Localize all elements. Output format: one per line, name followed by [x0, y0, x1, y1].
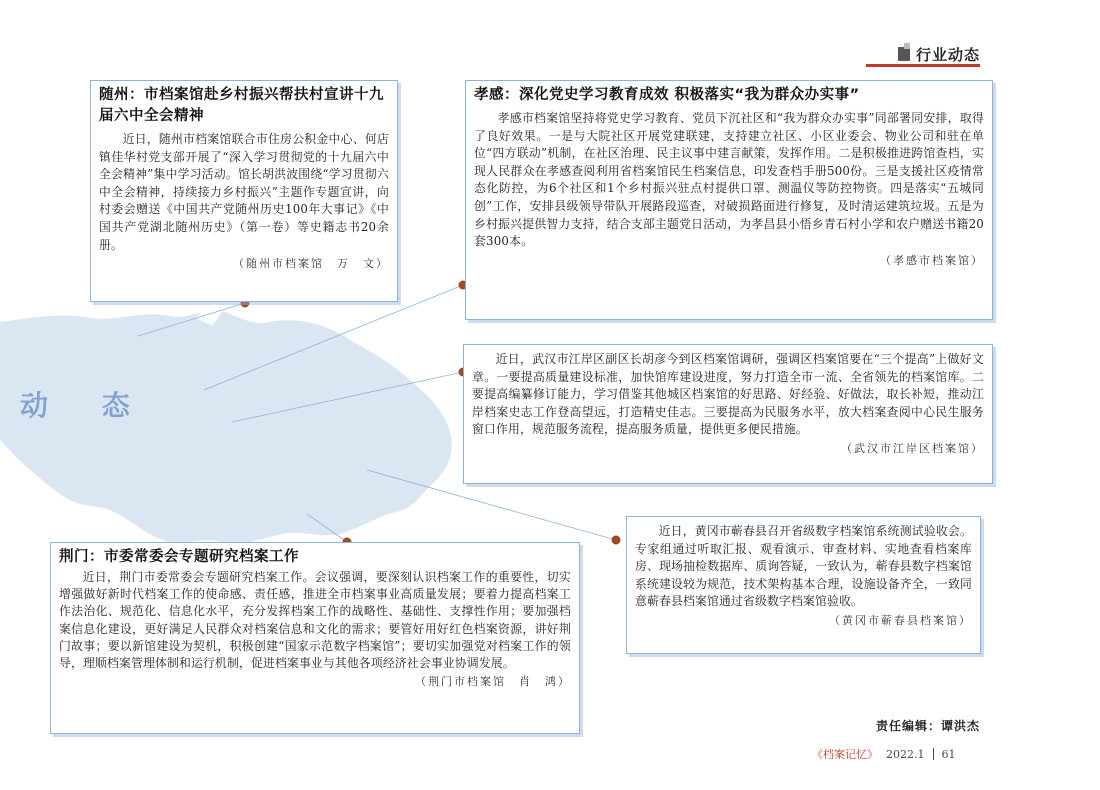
section-header	[898, 44, 980, 64]
article-source: （荆门市档案馆 肖 鸿）	[415, 675, 571, 689]
article-body: 近日，荆门市委常委会专题研究档案工作。会议强调，要深刻认识档案工作的重要性，切实增强做好新时代档案工作的使命感、责任感，推进全市档案事业高质量发展；要着力提高档案工作法治化、规范化、信息化水平，充分发挥档案工作的战略性、基础性、支撑性作用；要加强档案信息化建设，更好满足人民群众对档案信息和文化的需求；要管好用好红色档案资源，讲好荆门故事；要以新馆建设为契机，积极创建“国家示范数字档案馆”；要切实加强党对档案工作的领导，理顺档案管理体制和运行机制，促进档案事业与其他各项经济社会事业协调发展。	[59, 570, 571, 671]
article-title: 随州：市档案馆赴乡村振兴帮扶村宣讲十九届六中全会精神	[99, 87, 384, 124]
article-body: 近日，黄冈市蕲春县召开省级数字档案馆系统测试验收会。专家组通过听取汇报、观看演示、审查材料、实地查看档案库房、现场抽检数据库、质询答疑，一致认为，蕲春县数字档案馆系统建设较为规范，技术架构基本合理，设施设备齐全，一致同意蕲春县档案馆通过省级数字档案馆验收。	[635, 524, 972, 609]
section-title: 行业动态	[915, 45, 980, 64]
journal-name: 《档案记忆》	[812, 748, 878, 761]
pin-huanggang	[612, 536, 621, 545]
article-source: （武汉市江岸区档案馆）	[841, 441, 984, 455]
article-source: （孝感市档案馆）	[880, 253, 984, 267]
article-body: 近日，武汉市江岸区副区长胡彦今到区档案馆调研，强调区档案馆要在“三个提高”上做好文章。一要提高质量建设标准，加快馆库建设进度，努力打造全市一流、全省领先的档案馆库。二要提高编纂修订能力，学习借鉴其他城区档案馆的好思路、好经验、好做法，取长补短，推动江岸档案史志工作登高望远，打造精史佳志。三要提高为民服务水平，放大档案查阅中心民生服务窗口作用，规范服务流程，提高服务质量，提供更多便民措施。	[472, 352, 984, 437]
article-source: （随州市档案馆 万 文）	[233, 257, 389, 271]
article-title: 荆门：市委常委会专题研究档案工作	[59, 549, 299, 565]
footer-divider	[933, 748, 934, 760]
map-shape	[0, 310, 452, 543]
header-rule	[866, 64, 980, 67]
editor-credit: 责任编辑：谭洪杰	[875, 719, 980, 733]
article-huanggang-qichun	[626, 516, 981, 654]
page-number: 61	[941, 747, 956, 761]
page-footer	[812, 746, 956, 762]
article-wuhan-jiangan	[463, 344, 993, 484]
article-title: 孝感：深化党史学习教育成效 积极落实“我为群众办实事”	[474, 87, 860, 103]
section-mark-icon	[898, 47, 910, 61]
article-body: 孝感市档案馆坚持将党史学习教育、党员下沉社区和“我为群众办实事”同部署同安排，取得了良好效果。一是与大院社区开展党建联建，支持建立社区、小区业委会、物业公司和驻在单位“四方联动”机制，在社区治理、民主议事中建言献策，发挥作用。二是积极推进跨馆查档，实现人民群众在孝感查阅利用省档案馆民生档案信息，印发查档手册500份。三是支援社区疫情常态化防控，为6个社区和1个乡村振兴驻点村提供口罩、测温仪等防控物资。四是落实“五城同创”工作，安排县级领导带队开展路段巡查，对破损路面进行修复，及时清运建筑垃圾。五是为乡村振兴提供智力支持，结合支部主题党日活动，为孝昌县小悟乡青石村小学和农户赠送书籍20套300本。	[474, 111, 984, 249]
article-source: （黄冈市蕲春县档案馆）	[829, 613, 972, 627]
map-label: 动 态	[20, 389, 152, 422]
issue-number: 2022.1	[886, 747, 925, 761]
article-body: 近日，随州市档案馆联合市住房公积金中心、何店镇佳华村党支部开展了“深入学习贯彻党的十九届六中全会精神”集中学习活动。馆长胡洪波围绕“学习贯彻六中全会精神，持续接力乡村振兴”主题作专题宣讲，向村委会赠送《中国共产党随州历史100年大事记》《中国共产党湖北随州历史》（第一卷）等史籍志书20余册。	[99, 132, 389, 252]
article-suizhou	[90, 80, 398, 302]
article-xiaogan	[465, 80, 993, 320]
article-jingmen	[50, 542, 580, 734]
